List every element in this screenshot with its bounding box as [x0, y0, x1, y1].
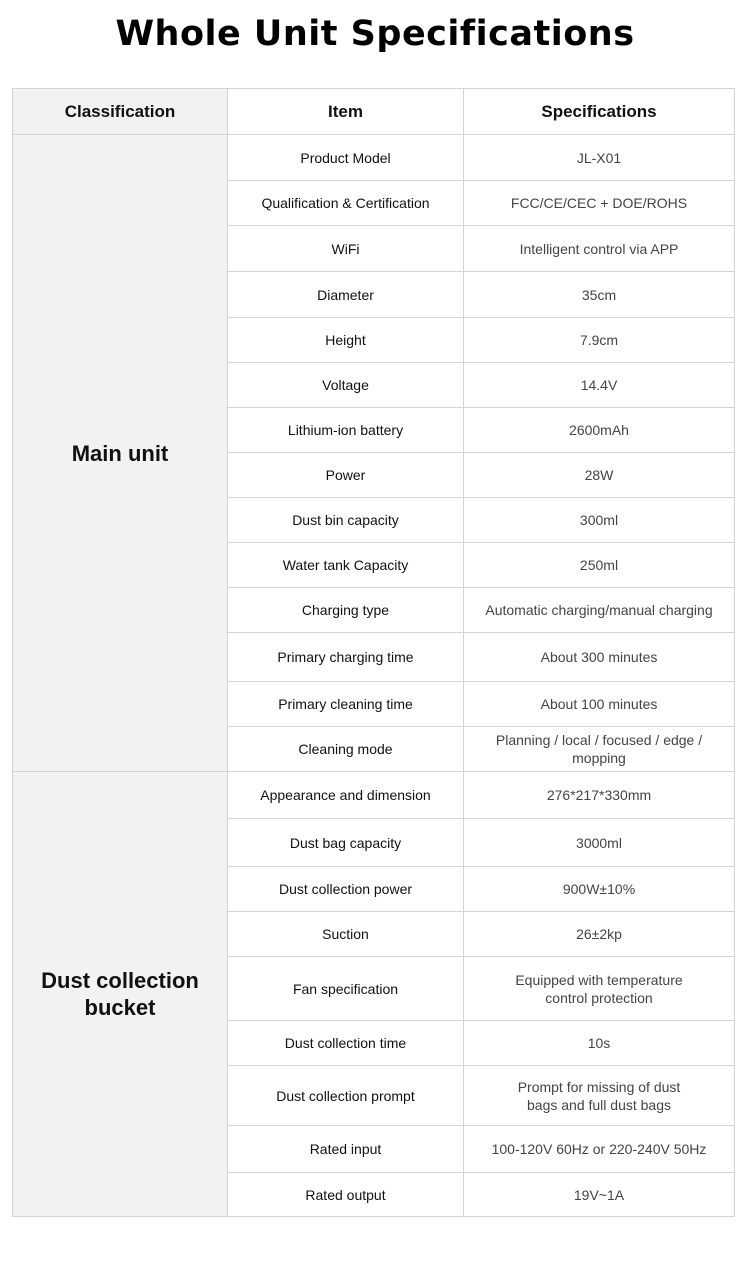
table-row [13, 135, 735, 181]
spec-cell: 3000ml [464, 819, 735, 867]
item-cell: Power [228, 453, 464, 498]
header-item: Item [228, 89, 464, 135]
spec-cell: 2600mAh [464, 408, 735, 453]
spec-cell [464, 957, 735, 1021]
item-cell: Primary cleaning time [228, 682, 464, 727]
item-cell: Charging type [228, 588, 464, 633]
spec-cell: 35cm [464, 272, 735, 318]
spec-cell: 250ml [464, 543, 735, 588]
spec-cell: 14.4V [464, 363, 735, 408]
category-line: Dust collection [41, 968, 199, 993]
header-specifications: Specifications [464, 89, 735, 135]
item-cell: Appearance and dimension [228, 772, 464, 819]
spec-line: Prompt for missing of dust [517, 1078, 681, 1095]
spec-cell: About 100 minutes [464, 682, 735, 727]
page-title: Whole Unit Specifications [115, 14, 635, 54]
item-cell: Rated output [228, 1173, 464, 1217]
spec-cell: 19V~1A [464, 1173, 735, 1217]
item-cell: Cleaning mode [228, 727, 464, 772]
item-cell: Primary charging time [228, 633, 464, 682]
header-classification: Classification [13, 89, 228, 135]
spec-cell: 7.9cm [464, 318, 735, 363]
spec-cell: 100-120V 60Hz or 220-240V 50Hz [464, 1126, 735, 1173]
item-cell: Rated input [228, 1126, 464, 1173]
item-cell: Water tank Capacity [228, 543, 464, 588]
item-cell: Dust bin capacity [228, 498, 464, 543]
spec-cell: 28W [464, 453, 735, 498]
item-cell: Height [228, 318, 464, 363]
spec-cell [464, 1066, 735, 1126]
spec-line: control protection [545, 989, 653, 1006]
item-cell: Voltage [228, 363, 464, 408]
spec-cell: FCC/CE/CEC + DOE/ROHS [464, 181, 735, 226]
specifications-table [12, 88, 735, 1217]
category-dust-collection-bucket [13, 772, 228, 1217]
item-cell: WiFi [228, 226, 464, 272]
table-row [13, 772, 735, 819]
item-cell: Diameter [228, 272, 464, 318]
category-main-unit: Main unit [13, 135, 228, 772]
spec-cell: Automatic charging/manual charging [464, 588, 735, 633]
item-cell: Qualification & Certification [228, 181, 464, 226]
spec-cell: 276*217*330mm [464, 772, 735, 819]
item-cell: Dust collection power [228, 867, 464, 912]
spec-cell: 10s [464, 1021, 735, 1066]
spec-cell: About 300 minutes [464, 633, 735, 682]
spec-cell: 26±2kp [464, 912, 735, 957]
spec-line: bags and full dust bags [527, 1096, 671, 1113]
item-cell: Product Model [228, 135, 464, 181]
item-cell: Dust collection prompt [228, 1066, 464, 1126]
item-cell: Suction [228, 912, 464, 957]
header-row [13, 89, 735, 135]
spec-cell: 300ml [464, 498, 735, 543]
item-cell: Fan specification [228, 957, 464, 1021]
item-cell: Dust bag capacity [228, 819, 464, 867]
item-cell: Lithium-ion battery [228, 408, 464, 453]
spec-cell: Intelligent control via APP [464, 226, 735, 272]
spec-cell: 900W±10% [464, 867, 735, 912]
item-cell: Dust collection time [228, 1021, 464, 1066]
category-line: bucket [84, 995, 156, 1020]
spec-cell: Planning / local / focused / edge / mopping [464, 727, 735, 772]
spec-cell: JL-X01 [464, 135, 735, 181]
spec-line: Equipped with temperature [515, 971, 683, 988]
